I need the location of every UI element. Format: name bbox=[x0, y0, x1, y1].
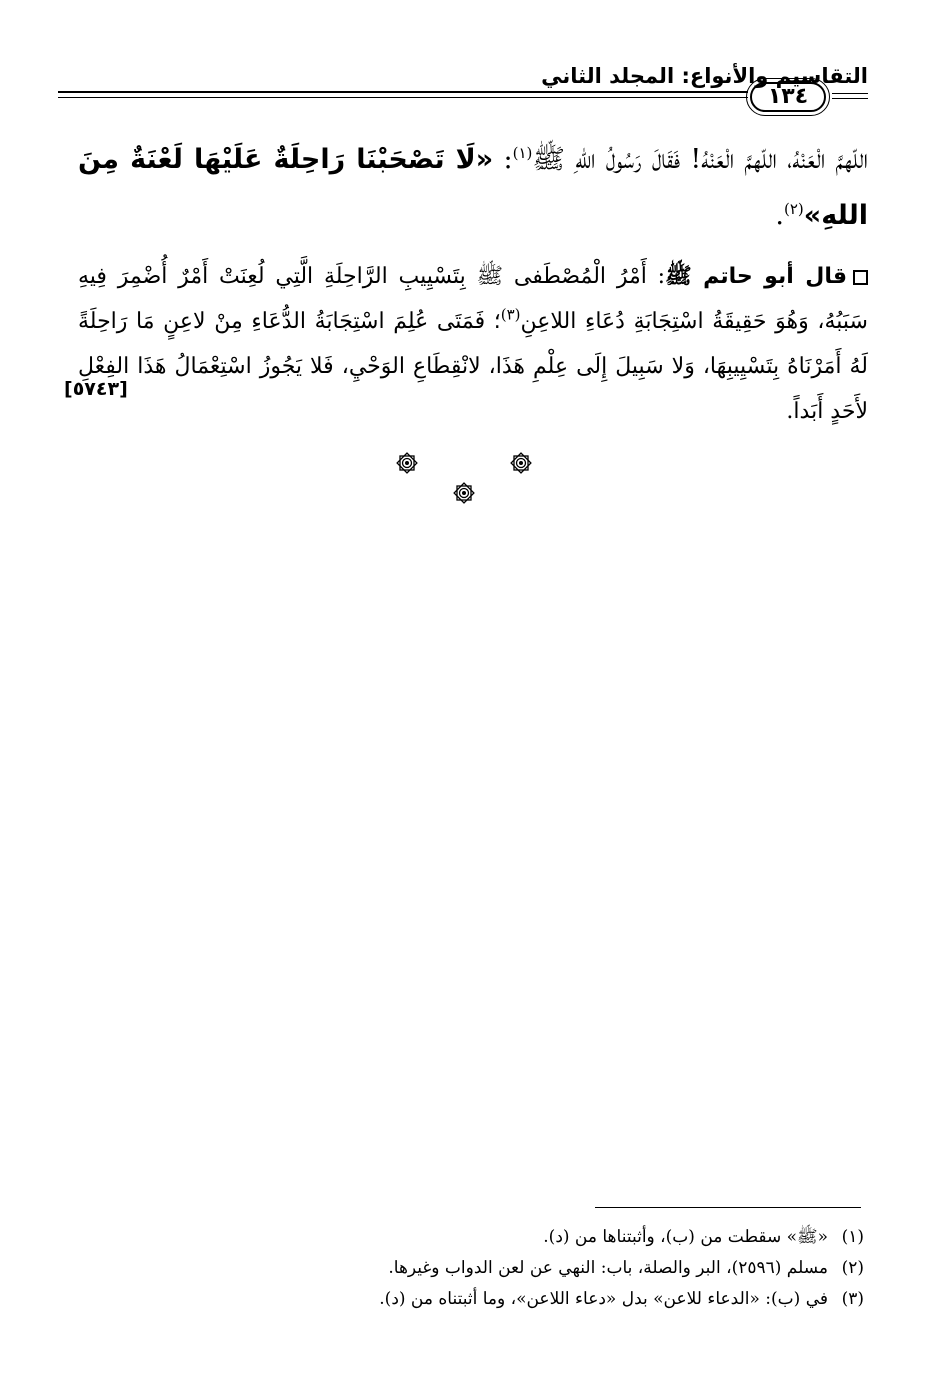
sentence-end: . bbox=[775, 200, 784, 231]
footnote-separator bbox=[595, 1207, 861, 1208]
footnote-1 bbox=[200, 1222, 864, 1253]
commentary-text-b: ؛ فَمَتَى عُلِمَ اسْتِجَابَةُ الدُّعَاءِ مِنْ لاعِنٍ مَا رَاحِلَةً لَهُ أَمَرْنَاهُ بِتَسْيِيبِهَا، وَلا سَبِيلَ إِلَى عِلْمِ هَذَا، لانْقِطَاعِ الوَحْيِ، فَلا يَجُوزُ اسْتِعْمَالُ هَذَا الفِعْلِ لأَحَدٍ أَبَداً. bbox=[78, 309, 868, 424]
footnote-number: (١) bbox=[841, 1227, 864, 1247]
hadith-text: «لَا تَصْحَبْنَا رَاحِلَةٌ عَلَيْهَا لَعْنَةٌ مِنَ اللهِ» bbox=[78, 144, 868, 231]
footnote-number: (٣) bbox=[841, 1289, 864, 1309]
footnote-ref-2[interactable]: (٢) bbox=[783, 200, 804, 218]
paragraph-commentary bbox=[78, 254, 868, 434]
square-bullet-icon bbox=[853, 270, 868, 285]
header-rule-right-thin bbox=[832, 98, 868, 99]
footnote-ref-3[interactable]: (٣) bbox=[500, 305, 521, 324]
footnote-2 bbox=[200, 1253, 864, 1284]
header-rule-thin bbox=[58, 97, 748, 98]
speaker-label: قال أبو حاتم ﷺ bbox=[665, 264, 847, 289]
commentary-text-a: : أَمْرُ الْمُصْطَفى ﷺ بِتَسْيِيبِ الرَّاحِلَةِ الَّتِي لُعِنَتْ أَمْرٌ أُضْمِرَ فِيهِ سَبَبُهُ، وَهُوَ حَقِيقَةُ اسْتِجَابَةِ دُعَاءِ اللاعِنِ bbox=[78, 264, 868, 334]
main-text bbox=[78, 132, 868, 434]
footnote-ref-1[interactable]: (١) bbox=[512, 144, 533, 162]
page-number: ١٣٤ bbox=[750, 82, 826, 112]
footnote-text: مسلم (٢٥٩٦)، البر والصلة، باب: النهي عن لعن الدواب وغيرها. bbox=[388, 1258, 828, 1278]
footnote-text: «ﷺ» سقطت من (ب)، وأثبتناها من (د). bbox=[543, 1227, 828, 1247]
page-header bbox=[58, 60, 868, 116]
footnotes bbox=[200, 1222, 864, 1315]
paragraph-lead: اللّهمَّ الْعَنْهُ، اللّهمَّ الْعَنْهُ! فَقَالَ رَسُولُ اللهِ ﷺ bbox=[532, 144, 869, 175]
eight-point-star-icon bbox=[451, 480, 477, 506]
footnote-number: (٢) bbox=[841, 1258, 864, 1278]
hadith-reference-number: [٥٧٤٣] bbox=[64, 378, 128, 400]
footnote-text: في (ب): «الدعاء للاعن» بدل «دعاء اللاعن»، وما أثبتناه من (د). bbox=[379, 1289, 828, 1309]
eight-point-star-icon bbox=[394, 450, 420, 476]
header-rule bbox=[58, 91, 748, 93]
header-rule-right bbox=[832, 93, 868, 94]
running-title: التقاسيم والأنواع: المجلد الثاني bbox=[541, 64, 868, 88]
paragraph-hadith bbox=[78, 132, 868, 244]
colon: : bbox=[493, 144, 513, 175]
eight-point-star-icon bbox=[508, 450, 534, 476]
footnote-3 bbox=[200, 1284, 864, 1315]
